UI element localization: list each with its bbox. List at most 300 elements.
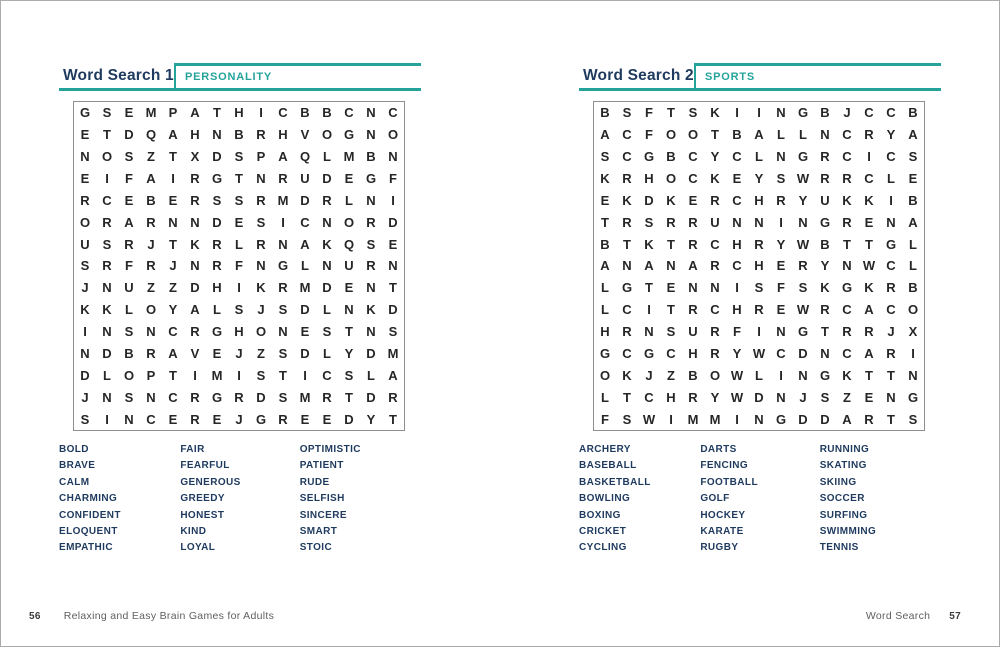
grid-letter: S (622, 105, 632, 121)
grid-letter: R (622, 324, 632, 340)
grid-letter: B (666, 149, 676, 165)
grid-letter: T (389, 411, 397, 427)
word-list-item: FOOTBALL (700, 476, 758, 488)
grid-letter: F (235, 258, 243, 274)
grid-letter: Z (843, 389, 851, 405)
puzzle-2-header (579, 63, 941, 91)
grid-letter: R (666, 214, 676, 230)
puzzle-2-word-list (579, 442, 941, 557)
grid-letter: H (732, 302, 742, 318)
grid-letter: N (256, 258, 266, 274)
grid-letter: T (623, 236, 631, 252)
grid-letter: B (366, 149, 376, 165)
grid-letter: G (775, 411, 787, 427)
grid-letter: T (667, 105, 675, 121)
grid-letter: R (388, 389, 398, 405)
grid-letter: I (889, 192, 893, 208)
grid-letter: S (234, 149, 244, 165)
grid-letter: J (235, 345, 243, 361)
grid-letter: L (601, 280, 609, 296)
grid-letter: O (709, 367, 721, 383)
grid-letter: R (234, 389, 244, 405)
grid-letter: Z (147, 149, 155, 165)
puzzle-2-title: Word Search 2 (583, 66, 694, 84)
grid-letter: G (79, 105, 91, 121)
grid-letter: S (124, 389, 134, 405)
grid-letter: M (299, 389, 311, 405)
word-list-item: BOLD (59, 444, 89, 455)
grid-letter: N (776, 389, 786, 405)
grid-letter: A (190, 105, 200, 121)
grid-letter: R (886, 280, 896, 296)
grid-letter: C (710, 236, 720, 252)
grid-letter: L (125, 302, 133, 318)
word-list-item: DARTS (700, 444, 737, 455)
puzzle-1-header (59, 63, 421, 91)
grid-letter: I (83, 324, 87, 340)
grid-letter: K (102, 302, 112, 318)
grid-letter: R (102, 214, 112, 230)
word-list-column (180, 442, 299, 557)
grid-letter: E (124, 105, 134, 121)
grid-letter: K (622, 367, 632, 383)
grid-letter: N (212, 127, 222, 143)
grid-letter: E (344, 280, 354, 296)
grid-letter: R (190, 324, 200, 340)
grid-letter: B (732, 127, 742, 143)
grid-letter: L (887, 171, 895, 187)
grid-letter: R (278, 280, 288, 296)
grid-letter: O (387, 127, 399, 143)
grid-letter: R (776, 192, 786, 208)
grid-letter: R (322, 389, 332, 405)
word-list-item: LOYAL (180, 542, 216, 554)
grid-letter: K (644, 236, 654, 252)
grid-letter: Y (820, 258, 830, 274)
grid-letter: K (190, 236, 200, 252)
grid-letter: C (622, 127, 632, 143)
grid-letter: A (754, 127, 764, 143)
grid-letter: S (622, 411, 632, 427)
grid-letter: H (754, 258, 764, 274)
grid-letter: G (621, 280, 633, 296)
grid-letter: E (864, 214, 874, 230)
grid-letter: G (885, 236, 897, 252)
grid-letter: Y (886, 127, 896, 143)
grid-letter: R (278, 411, 288, 427)
grid-letter: O (343, 214, 355, 230)
grid-letter: T (821, 324, 829, 340)
grid-letter: S (322, 324, 332, 340)
grid-letter: C (388, 105, 398, 121)
grid-letter: N (820, 345, 830, 361)
grid-letter: R (820, 171, 830, 187)
grid-letter: I (735, 411, 739, 427)
grid-letter: N (754, 214, 764, 230)
grid-letter: C (864, 171, 874, 187)
word-list-item: FENCING (700, 460, 749, 472)
grid-letter: A (864, 302, 874, 318)
grid-letter: I (867, 149, 871, 165)
grid-letter: T (103, 127, 111, 143)
grid-letter: C (842, 302, 852, 318)
grid-letter: N (666, 258, 676, 274)
grid-letter: A (388, 367, 398, 383)
grid-letter: O (665, 127, 677, 143)
puzzle-2-letter-grid (593, 101, 925, 431)
grid-letter: I (171, 171, 175, 187)
grid-letter: E (864, 389, 874, 405)
grid-letter: P (146, 367, 156, 383)
grid-letter: N (278, 324, 288, 340)
grid-letter: C (300, 214, 310, 230)
grid-letter: J (887, 324, 895, 340)
grid-letter: C (886, 302, 896, 318)
word-list-item: SKIING (819, 476, 857, 488)
grid-letter: K (864, 280, 874, 296)
grid-letter: E (80, 171, 90, 187)
grid-letter: U (344, 258, 354, 274)
grid-letter: S (80, 411, 90, 427)
grid-letter: K (864, 192, 874, 208)
grid-letter: D (190, 280, 200, 296)
grid-letter: D (366, 389, 376, 405)
grid-letter: A (278, 149, 288, 165)
grid-letter: N (776, 324, 786, 340)
grid-letter: C (886, 105, 896, 121)
grid-letter: Q (343, 236, 355, 252)
grid-letter: N (146, 324, 156, 340)
grid-letter: D (300, 345, 310, 361)
grid-letter: G (599, 345, 611, 361)
grid-letter: J (257, 302, 265, 318)
grid-letter: K (80, 302, 90, 318)
grid-letter: L (103, 367, 111, 383)
grid-letter: N (798, 214, 808, 230)
grid-letter: Y (168, 302, 178, 318)
grid-letter: A (864, 345, 874, 361)
word-list-column (59, 442, 180, 557)
grid-letter: T (235, 171, 243, 187)
grid-letter: S (908, 149, 918, 165)
grid-letter: N (754, 411, 764, 427)
grid-letter: E (388, 236, 398, 252)
grid-letter: N (322, 214, 332, 230)
grid-letter: E (300, 324, 310, 340)
grid-letter: Y (710, 389, 720, 405)
grid-letter: I (757, 324, 761, 340)
grid-letter: H (644, 171, 654, 187)
grid-letter: G (211, 324, 223, 340)
grid-letter: U (124, 280, 134, 296)
word-list-item: KIND (180, 526, 207, 538)
grid-letter: U (820, 192, 830, 208)
word-list-item: ELOQUENT (59, 526, 118, 538)
grid-letter: R (886, 345, 896, 361)
grid-letter: V (190, 345, 200, 361)
grid-letter: U (300, 171, 310, 187)
grid-letter: T (601, 214, 609, 230)
grid-letter: R (622, 214, 632, 230)
grid-letter: S (388, 324, 398, 340)
grid-letter: N (366, 192, 376, 208)
footer-left (29, 610, 274, 622)
grid-letter: R (864, 127, 874, 143)
grid-letter: H (666, 389, 676, 405)
grid-letter: C (842, 345, 852, 361)
word-list-column (820, 442, 941, 557)
grid-letter: D (820, 411, 830, 427)
grid-letter: C (278, 105, 288, 121)
grid-letter: I (237, 280, 241, 296)
grid-letter: S (798, 280, 808, 296)
grid-letter: N (80, 149, 90, 165)
grid-letter: T (213, 105, 221, 121)
grid-letter: A (190, 302, 200, 318)
grid-letter: T (887, 411, 895, 427)
grid-letter: N (168, 214, 178, 230)
grid-letter: A (600, 127, 610, 143)
grid-letter: J (843, 105, 851, 121)
grid-letter: C (688, 171, 698, 187)
word-list-item: RUGBY (700, 542, 739, 554)
grid-letter: A (908, 127, 918, 143)
word-list-item: BASEBALL (579, 460, 637, 472)
grid-letter: T (843, 236, 851, 252)
grid-letter: B (820, 105, 830, 121)
grid-letter: R (710, 258, 720, 274)
grid-letter: R (688, 236, 698, 252)
grid-letter: E (600, 192, 610, 208)
grid-letter: K (322, 236, 332, 252)
word-list-item: BOXING (579, 509, 621, 521)
grid-letter: Y (776, 236, 786, 252)
grid-letter: G (343, 127, 355, 143)
grid-letter: U (80, 236, 90, 252)
grid-letter: E (344, 171, 354, 187)
grid-letter: L (301, 258, 309, 274)
puzzle-2-category: SPORTS (694, 63, 941, 88)
grid-letter: W (642, 411, 656, 427)
grid-letter: S (600, 149, 610, 165)
grid-letter: K (842, 192, 852, 208)
grid-letter: S (754, 280, 764, 296)
grid-letter: B (908, 105, 918, 121)
grid-letter: R (102, 258, 112, 274)
grid-letter: I (669, 411, 673, 427)
grid-letter: E (212, 411, 222, 427)
grid-letter: C (842, 149, 852, 165)
grid-letter: H (754, 192, 764, 208)
section-title: Word Search (865, 610, 931, 622)
grid-letter: B (234, 127, 244, 143)
grid-letter: G (255, 411, 267, 427)
grid-letter: Y (798, 192, 808, 208)
grid-letter: C (146, 411, 156, 427)
grid-letter: N (146, 389, 156, 405)
grid-letter: T (169, 236, 177, 252)
grid-letter: S (278, 302, 288, 318)
grid-letter: N (388, 149, 398, 165)
grid-letter: S (644, 214, 654, 230)
grid-letter: G (643, 345, 655, 361)
word-list-item: SELFISH (299, 493, 345, 505)
grid-letter: C (666, 345, 676, 361)
grid-letter: B (124, 345, 134, 361)
grid-letter: C (732, 192, 742, 208)
grid-letter: D (102, 345, 112, 361)
grid-letter: T (667, 236, 675, 252)
grid-letter: N (102, 280, 112, 296)
grid-letter: N (798, 367, 808, 383)
word-list-item: CHARMING (59, 493, 118, 505)
grid-letter: S (278, 389, 288, 405)
grid-letter: S (234, 302, 244, 318)
grid-letter: T (345, 389, 353, 405)
grid-letter: T (645, 280, 653, 296)
grid-letter: G (277, 258, 289, 274)
grid-letter: R (754, 302, 764, 318)
book-title: Relaxing and Easy Brain Games for Adults (63, 610, 275, 622)
grid-letter: S (80, 258, 90, 274)
grid-letter: D (322, 171, 332, 187)
grid-letter: Z (169, 280, 177, 296)
grid-letter: C (732, 149, 742, 165)
word-list-item: SINCERE (299, 509, 347, 521)
grid-letter: R (190, 192, 200, 208)
grid-letter: G (797, 105, 809, 121)
grid-letter: R (256, 127, 266, 143)
grid-letter: Y (710, 149, 720, 165)
grid-letter: W (796, 171, 810, 187)
word-list-column (300, 442, 421, 557)
grid-letter: B (908, 280, 918, 296)
grid-letter: E (688, 192, 698, 208)
grid-letter: B (322, 105, 332, 121)
grid-letter: A (146, 171, 156, 187)
grid-letter: N (344, 302, 354, 318)
grid-letter: D (754, 389, 764, 405)
grid-letter: R (322, 192, 332, 208)
grid-letter: D (798, 411, 808, 427)
grid-letter: D (256, 389, 266, 405)
grid-letter: N (688, 280, 698, 296)
grid-letter: R (710, 324, 720, 340)
grid-letter: C (776, 345, 786, 361)
grid-letter: L (909, 236, 917, 252)
grid-letter: E (322, 411, 332, 427)
grid-letter: F (389, 171, 397, 187)
grid-letter: H (600, 324, 610, 340)
puzzle-1-category: PERSONALITY (174, 63, 421, 88)
grid-letter: A (644, 258, 654, 274)
grid-letter: F (125, 171, 133, 187)
grid-letter: R (146, 214, 156, 230)
grid-letter: E (124, 192, 134, 208)
grid-letter: N (886, 214, 896, 230)
grid-letter: N (644, 324, 654, 340)
grid-letter: E (300, 411, 310, 427)
grid-letter: E (234, 214, 244, 230)
grid-letter: B (600, 105, 610, 121)
grid-letter: N (622, 258, 632, 274)
grid-letter: F (645, 105, 653, 121)
grid-letter: C (622, 302, 632, 318)
grid-letter: O (599, 367, 611, 383)
grid-letter: P (168, 105, 178, 121)
grid-letter: Q (299, 149, 311, 165)
grid-letter: W (752, 345, 766, 361)
grid-letter: B (820, 236, 830, 252)
grid-letter: K (666, 192, 676, 208)
grid-letter: R (688, 389, 698, 405)
grid-letter: G (841, 280, 853, 296)
grid-letter: H (190, 127, 200, 143)
grid-letter: I (193, 367, 197, 383)
word-list-item: HONEST (180, 509, 225, 521)
grid-letter: L (323, 302, 331, 318)
grid-letter: S (366, 236, 376, 252)
grid-letter: R (688, 214, 698, 230)
grid-letter: N (776, 105, 786, 121)
grid-letter: L (777, 127, 785, 143)
grid-letter: M (343, 149, 355, 165)
grid-letter: O (907, 302, 919, 318)
word-list-item: SURFING (819, 509, 868, 521)
grid-letter: S (256, 214, 266, 230)
grid-letter: C (622, 345, 632, 361)
grid-letter: B (146, 192, 156, 208)
grid-letter: F (601, 411, 609, 427)
grid-letter: N (820, 127, 830, 143)
grid-letter: Y (732, 345, 742, 361)
grid-letter: N (102, 389, 112, 405)
page-number-right: 57 (949, 611, 961, 622)
grid-letter: B (300, 105, 310, 121)
grid-letter: L (909, 258, 917, 274)
grid-letter: S (776, 171, 786, 187)
grid-letter: R (366, 258, 376, 274)
word-list-item: HOCKEY (700, 509, 746, 521)
grid-letter: O (101, 149, 113, 165)
grid-letter: A (168, 345, 178, 361)
grid-letter: O (321, 127, 333, 143)
grid-letter: Y (344, 345, 354, 361)
grid-letter: R (124, 236, 134, 252)
grid-letter: E (212, 345, 222, 361)
grid-letter: S (212, 192, 222, 208)
grid-letter: F (125, 258, 133, 274)
grid-letter: R (710, 192, 720, 208)
grid-letter: J (235, 411, 243, 427)
grid-letter: A (908, 214, 918, 230)
grid-letter: R (688, 302, 698, 318)
grid-letter: I (735, 105, 739, 121)
grid-letter: J (169, 258, 177, 274)
grid-letter: N (886, 389, 896, 405)
grid-letter: R (820, 302, 830, 318)
grid-letter: R (212, 258, 222, 274)
grid-letter: F (645, 127, 653, 143)
word-list-item: FEARFUL (180, 460, 230, 472)
grid-letter: A (300, 236, 310, 252)
grid-letter: K (710, 105, 720, 121)
grid-letter: S (688, 105, 698, 121)
word-list-item: SMART (299, 526, 338, 538)
grid-letter: G (797, 149, 809, 165)
grid-letter: Z (257, 345, 265, 361)
grid-letter: E (776, 258, 786, 274)
